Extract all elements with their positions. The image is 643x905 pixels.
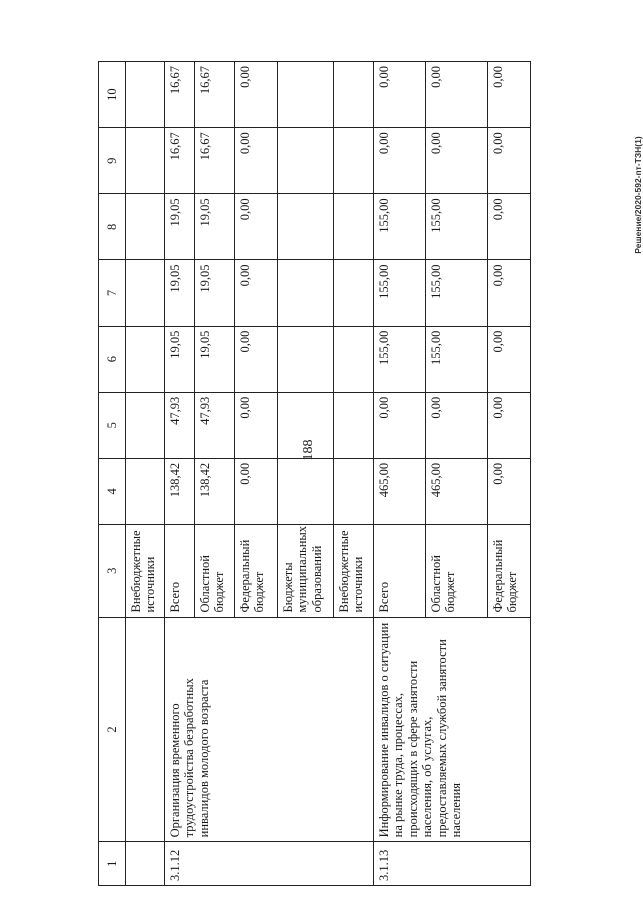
value-cell: 138,42 — [165, 458, 195, 524]
value-cell: 47,93 — [195, 392, 235, 458]
table-row — [165, 62, 195, 886]
value-cell — [126, 260, 165, 326]
value-cell: 16,67 — [165, 62, 195, 128]
value-cell: 155,00 — [426, 194, 488, 260]
value-cell: 16,67 — [165, 128, 195, 194]
source-cell: Внебюджетные источники — [334, 524, 374, 617]
value-cell: 155,00 — [426, 260, 488, 326]
source-cell: Областной бюджет — [426, 524, 488, 617]
value-cell: 0,00 — [235, 194, 278, 260]
value-cell — [278, 260, 334, 326]
value-cell: 0,00 — [488, 392, 531, 458]
value-cell: 0,00 — [374, 128, 426, 194]
value-cell — [278, 326, 334, 392]
value-cell: 0,00 — [426, 128, 488, 194]
value-cell: 0,00 — [488, 128, 531, 194]
value-cell: 0,00 — [426, 392, 488, 458]
header-cell: 6 — [99, 326, 126, 392]
header-cell: 9 — [99, 128, 126, 194]
value-cell — [278, 392, 334, 458]
value-cell: 155,00 — [374, 194, 426, 260]
value-cell: 0,00 — [235, 392, 278, 458]
value-cell — [126, 128, 165, 194]
value-cell — [278, 458, 334, 524]
source-cell: Бюджеты муниципальных образований — [278, 524, 334, 617]
rotated-table-container — [98, 61, 530, 886]
description-cell: Организация временного трудоустройства безработных инвалидов молодого возраста — [165, 617, 374, 842]
header-cell: 5 — [99, 392, 126, 458]
header-cell: 4 — [99, 458, 126, 524]
source-cell: Всего — [165, 524, 195, 617]
value-cell: 0,00 — [235, 326, 278, 392]
value-cell — [334, 458, 374, 524]
value-cell: 0,00 — [488, 62, 531, 128]
value-cell: 155,00 — [374, 326, 426, 392]
value-cell — [334, 392, 374, 458]
description-cell: Информирование инвалидов о ситуации на рынке труда, процессах, происходящих в сфере занятости населения, об услугах, предоставляемых службой занятости населения — [374, 617, 531, 842]
table-row — [126, 62, 165, 886]
value-cell: 0,00 — [374, 392, 426, 458]
value-cell: 0,00 — [488, 260, 531, 326]
value-cell: 47,93 — [165, 392, 195, 458]
value-cell — [126, 326, 165, 392]
value-cell — [334, 194, 374, 260]
value-cell — [126, 62, 165, 128]
source-cell: Областной бюджет — [195, 524, 235, 617]
header-row — [99, 62, 126, 886]
value-cell — [334, 128, 374, 194]
value-cell: 19,05 — [165, 326, 195, 392]
description-cell — [126, 617, 165, 842]
document-code: Решение/2020-592-пт-ТЗН(1) — [633, 136, 643, 254]
value-cell — [334, 326, 374, 392]
header-cell: 3 — [99, 524, 126, 617]
value-cell: 0,00 — [488, 326, 531, 392]
value-cell: 16,67 — [195, 62, 235, 128]
row-id-cell: 3.1.13 — [374, 842, 531, 886]
value-cell — [126, 392, 165, 458]
header-cell: 8 — [99, 194, 126, 260]
value-cell: 0,00 — [235, 458, 278, 524]
page-number: 188 — [301, 439, 316, 461]
value-cell: 19,05 — [195, 260, 235, 326]
header-cell: 1 — [99, 842, 126, 886]
source-cell: Федеральный бюджет — [488, 524, 531, 617]
value-cell — [278, 62, 334, 128]
value-cell: 0,00 — [235, 260, 278, 326]
header-cell: 7 — [99, 260, 126, 326]
value-cell: 465,00 — [374, 458, 426, 524]
row-id-cell: 3.1.12 — [165, 842, 374, 886]
value-cell — [126, 194, 165, 260]
value-cell: 138,42 — [195, 458, 235, 524]
source-cell: Внебюджетные источники — [126, 524, 165, 617]
value-cell: 19,05 — [195, 194, 235, 260]
value-cell: 16,67 — [195, 128, 235, 194]
value-cell: 19,05 — [165, 260, 195, 326]
value-cell: 0,00 — [374, 62, 426, 128]
value-cell: 0,00 — [426, 62, 488, 128]
source-cell: Федеральный бюджет — [235, 524, 278, 617]
value-cell: 19,05 — [165, 194, 195, 260]
row-id-cell — [126, 842, 165, 886]
value-cell — [278, 128, 334, 194]
table-row — [374, 62, 426, 886]
value-cell: 465,00 — [426, 458, 488, 524]
header-cell: 10 — [99, 62, 126, 128]
budget-table — [98, 61, 531, 886]
value-cell: 155,00 — [374, 260, 426, 326]
value-cell: 0,00 — [235, 62, 278, 128]
value-cell: 0,00 — [488, 194, 531, 260]
value-cell — [334, 62, 374, 128]
value-cell: 155,00 — [426, 326, 488, 392]
header-cell: 2 — [99, 617, 126, 842]
value-cell: 19,05 — [195, 326, 235, 392]
value-cell: 0,00 — [235, 128, 278, 194]
source-cell: Всего — [374, 524, 426, 617]
value-cell — [126, 458, 165, 524]
value-cell: 0,00 — [488, 458, 531, 524]
value-cell — [278, 194, 334, 260]
value-cell — [334, 260, 374, 326]
